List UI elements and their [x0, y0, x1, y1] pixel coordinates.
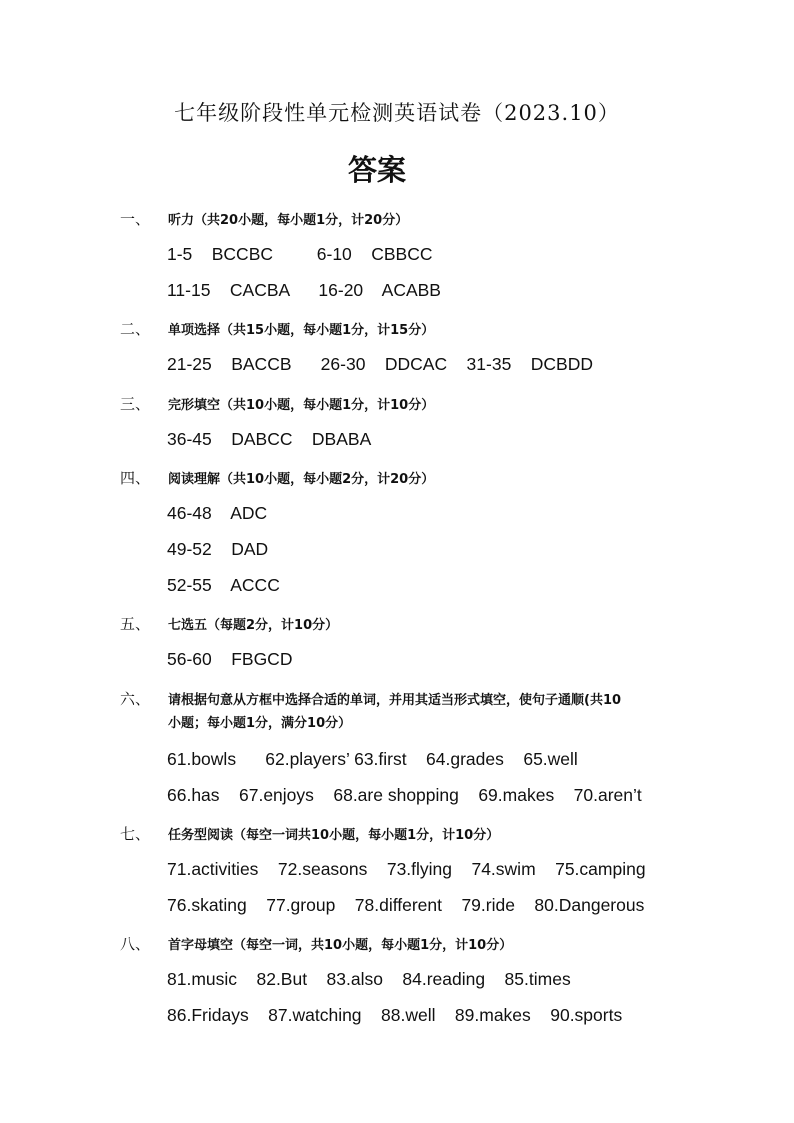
- section-title: 单项选择（共15小题，每小题1分，计15分）: [168, 323, 435, 338]
- section-title: 阅读理解（共10小题，每小题2分，计20分）: [168, 472, 435, 487]
- answer-line-5: 46-48 ADC: [167, 503, 268, 523]
- answer-line-10: 66.has 67.enjoys 68.are shopping 69.makes 70.aren’t: [167, 785, 642, 805]
- document-title: 七年级阶段性单元检测英语试卷（2023.10）: [174, 101, 620, 125]
- answer-line-3: 21-25 BACCB 26-30 DDCAC 31-35 DCBDD: [167, 354, 593, 374]
- section-number: 三、: [120, 395, 151, 413]
- section-number: 二、: [120, 320, 151, 338]
- answer-line-2: 11-15 CACBA 16-20 ACABB: [167, 280, 441, 300]
- answer-line-6: 49-52 DAD: [167, 539, 269, 559]
- section-number: 一、: [120, 210, 151, 228]
- answer-line-7: 52-55 ACCC: [167, 575, 280, 595]
- section-number: 四、: [120, 469, 151, 487]
- section-heading-4: [120, 467, 434, 488]
- section-heading-3: [120, 393, 434, 414]
- answer-line-4: 36-45 DABCC DBABA: [167, 429, 372, 449]
- section-number: 五、: [120, 615, 151, 633]
- section-number: 八、: [120, 935, 151, 953]
- section-heading-8: [120, 933, 512, 954]
- answer-line-11: 71.activities 72.seasons 73.flying 74.swim 75.camping: [167, 859, 646, 879]
- answer-line-13: 81.music 82.But 83.also 84.reading 85.times: [167, 969, 571, 989]
- section-title: 听力（共20小题，每小题1分，计20分）: [168, 213, 409, 228]
- section-heading-6: [120, 688, 622, 731]
- section-heading-5: [120, 613, 338, 634]
- section-title: 请根据句意从方框中选择合适的单词，并用其适当形式填空，使句子通顺(共10: [168, 693, 622, 708]
- answer-line-14: 86.Fridays 87.watching 88.well 89.makes 90.sports: [167, 1005, 623, 1025]
- answer-line-1: 1-5 BCCBC 6-10 CBBCC: [167, 244, 433, 264]
- section-heading-1: [120, 208, 408, 229]
- section-title: 首字母填空（每空一词，共10小题，每小题1分，计10分）: [168, 938, 513, 953]
- section-title: 七选五（每题2分，计10分）: [168, 618, 339, 633]
- section-title: 完形填空（共10小题，每小题1分，计10分）: [168, 398, 435, 413]
- section-title: 任务型阅读（每空一词共10小题，每小题1分，计10分）: [168, 828, 500, 843]
- section-heading-2: [120, 318, 434, 339]
- section-number: 六、: [120, 690, 151, 708]
- answer-line-12: 76.skating 77.group 78.different 79.ride 80.Dangerous: [167, 895, 645, 915]
- section-number: 七、: [120, 825, 151, 843]
- section-title-continued: 小题；每小题1分，满分10分）: [168, 716, 352, 731]
- answer-line-9: 61.bowls 62.players’ 63.first 64.grades 65.well: [167, 749, 578, 769]
- document-subtitle: 答案: [347, 153, 406, 187]
- section-heading-7: [120, 823, 499, 844]
- answer-line-8: 56-60 FBGCD: [167, 649, 293, 669]
